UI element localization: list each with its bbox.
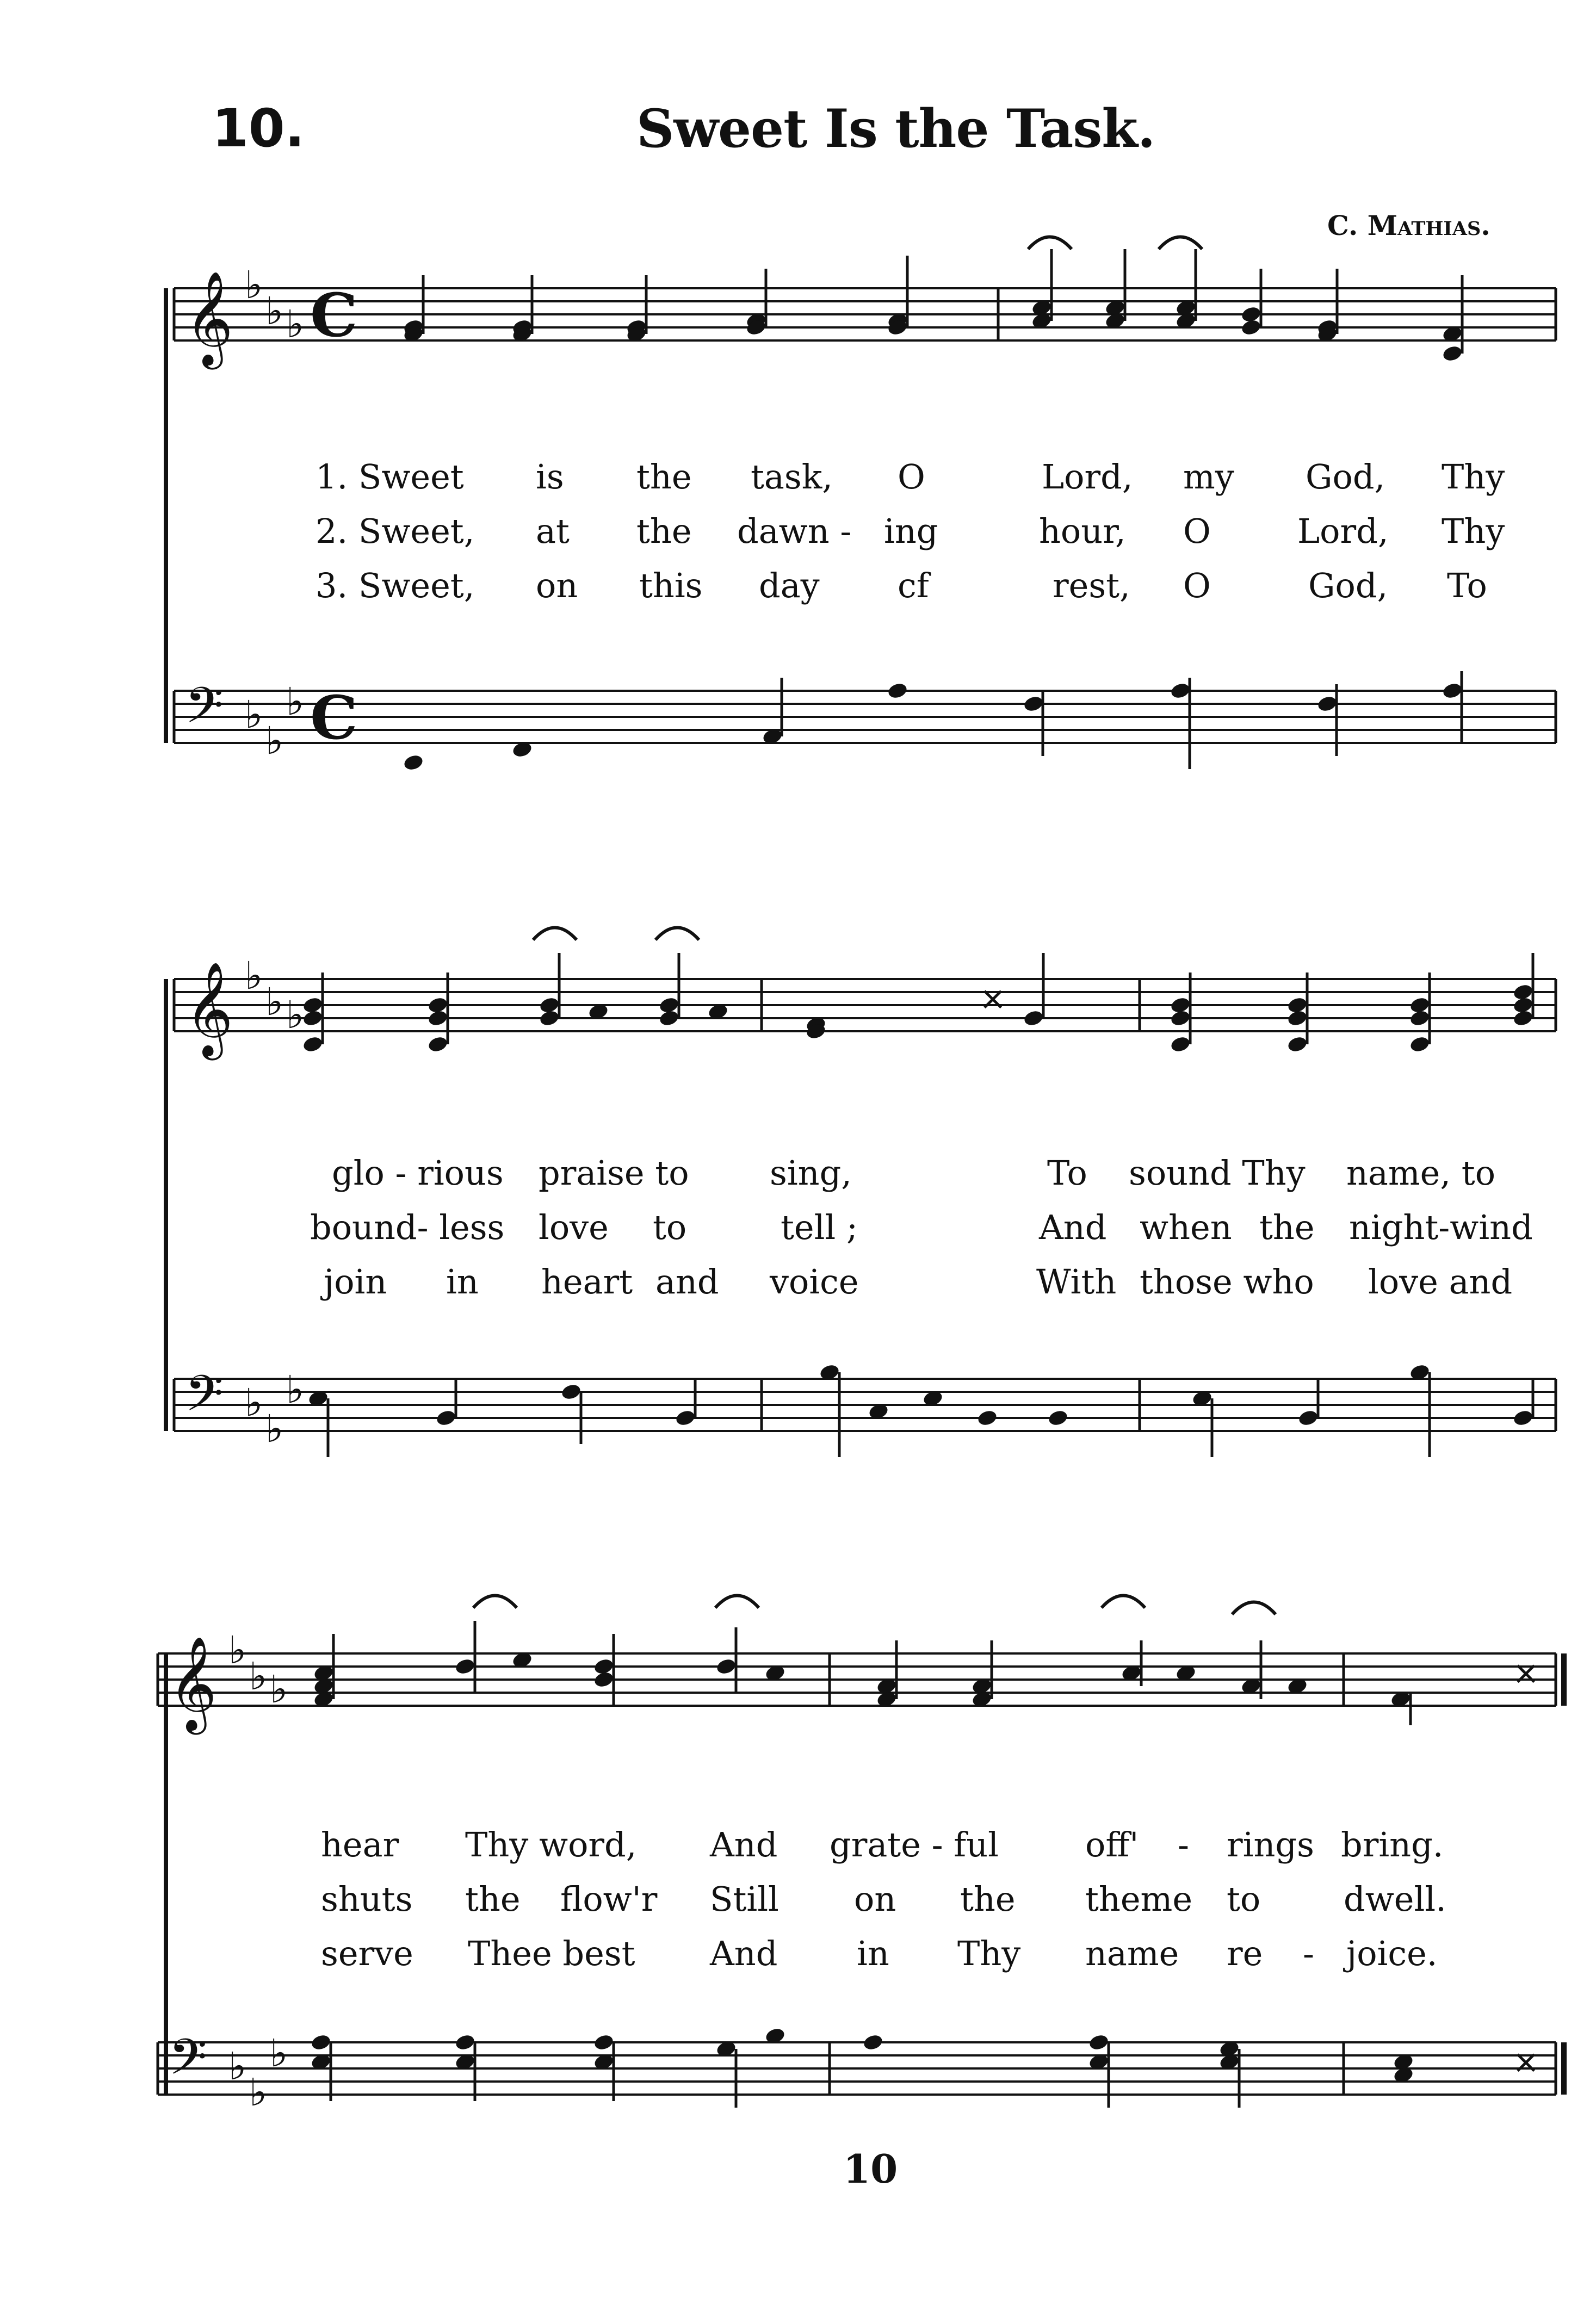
- lyric-word: Thy: [1442, 457, 1505, 497]
- flat-icon: ♭: [228, 1628, 247, 1673]
- lyric-word: the: [636, 457, 692, 497]
- notehead: [1170, 1009, 1191, 1027]
- lyric-word: when: [1140, 1207, 1232, 1247]
- notehead: [403, 753, 424, 772]
- composer-credit: C. Mathias.: [1327, 209, 1490, 241]
- lyric-word: the: [1259, 1207, 1315, 1247]
- slur: [473, 1596, 517, 1608]
- notehead: [976, 1409, 998, 1427]
- lyric-word: 3. Sweet,: [316, 566, 475, 605]
- flat-icon: ♭: [265, 1407, 284, 1451]
- lyric-word: Thy word,: [465, 1825, 637, 1865]
- slur: [533, 928, 577, 940]
- lyric-word: Still: [710, 1879, 779, 1919]
- lyric-word: 1. Sweet: [316, 457, 464, 497]
- flat-icon: ♭: [228, 2044, 247, 2089]
- lyric-word: re: [1227, 1934, 1263, 1973]
- notehead: [1409, 1035, 1431, 1054]
- lyric-word: dawn -: [737, 511, 852, 551]
- notehead: [560, 1383, 582, 1401]
- lyric-word: on: [854, 1879, 896, 1919]
- notehead: [302, 1035, 324, 1054]
- slur: [715, 1596, 759, 1608]
- lyric-word: sing,: [770, 1153, 852, 1193]
- lyric-word: grate - ful: [830, 1825, 999, 1865]
- lyric-word: To: [1447, 566, 1487, 605]
- lyric-word: night-wind: [1349, 1207, 1533, 1247]
- notehead: [1512, 1409, 1534, 1427]
- lyric-word: Thy: [957, 1934, 1021, 1973]
- lyric-word: those who: [1140, 1262, 1314, 1302]
- lyric-word: Lord,: [1297, 511, 1389, 551]
- lyric-word: Thee best: [468, 1934, 635, 1973]
- lyric-word: And: [710, 1825, 778, 1865]
- lyric-word: to: [1227, 1879, 1261, 1919]
- notehead: [1023, 1009, 1044, 1027]
- slur: [655, 928, 699, 940]
- slur: [1102, 1596, 1145, 1608]
- lyric-word: this: [639, 566, 703, 605]
- rest-icon: ×: [979, 980, 1007, 1018]
- lyric-word: voice: [770, 1262, 859, 1302]
- notehead: [1047, 1409, 1069, 1427]
- notehead: [862, 2033, 884, 2052]
- flat-icon: ♭: [286, 993, 305, 1037]
- lyric-word: God,: [1308, 566, 1388, 605]
- flat-icon: ♭: [270, 2031, 288, 2076]
- lyric-word: And: [1039, 1207, 1107, 1247]
- lyric-word: in: [857, 1934, 889, 1973]
- lyric-word: cf: [898, 566, 929, 605]
- lyric-word: hear: [321, 1825, 399, 1865]
- flat-icon: ♭: [245, 953, 263, 998]
- lyric-word: O: [898, 457, 925, 497]
- notehead: [887, 682, 908, 700]
- notehead: [302, 1009, 324, 1027]
- notehead: [675, 1409, 696, 1427]
- common-time-icon: C: [310, 683, 358, 753]
- notehead: [427, 1009, 449, 1027]
- notehead: [593, 1670, 615, 1689]
- lyric-word: in: [446, 1262, 479, 1302]
- lyric-word: on: [536, 566, 578, 605]
- lyric-word: bound- less: [310, 1207, 505, 1247]
- page-number: 10: [843, 2146, 898, 2192]
- notehead: [1286, 1035, 1308, 1054]
- lyric-word: rings: [1227, 1825, 1314, 1865]
- hymn-number: 10.: [212, 98, 305, 159]
- lyric-word: rest,: [1053, 566, 1130, 605]
- flat-icon: ♭: [270, 1667, 288, 1712]
- lyric-word: name: [1085, 1934, 1179, 1973]
- lyric-word: Lord,: [1042, 457, 1133, 497]
- flat-icon: ♭: [286, 1367, 305, 1412]
- notehead: [539, 1009, 560, 1027]
- flat-icon: ♭: [265, 289, 284, 333]
- lyric-word: my: [1183, 457, 1234, 497]
- lyric-word: flow'r: [560, 1879, 658, 1919]
- notehead: [1512, 1009, 1534, 1027]
- lyric-word: day: [759, 566, 820, 605]
- slur: [1232, 1602, 1276, 1615]
- common-time-icon: C: [310, 280, 358, 350]
- lyric-word: hour,: [1039, 511, 1126, 551]
- notehead: [1442, 682, 1463, 700]
- lyric-word: tell ;: [781, 1207, 858, 1247]
- bass-clef-icon: 𝄢: [185, 1365, 224, 1434]
- lyric-word: O: [1183, 511, 1211, 551]
- notehead: [454, 1657, 476, 1676]
- lyric-word: Thy: [1442, 511, 1505, 551]
- lyric-word: is: [536, 457, 564, 497]
- lyric-word: the: [636, 511, 692, 551]
- lyric-word: theme: [1085, 1879, 1193, 1919]
- notehead: [1023, 695, 1044, 713]
- slur: [1159, 237, 1202, 250]
- lyric-word: and: [655, 1262, 719, 1302]
- treble-clef-icon: 𝄞: [185, 271, 233, 366]
- lyric-word: join: [324, 1262, 387, 1302]
- lyric-word: bring.: [1341, 1825, 1444, 1865]
- lyric-word: And: [710, 1934, 778, 1973]
- lyric-word: sound Thy: [1129, 1153, 1306, 1193]
- notehead: [658, 1009, 680, 1027]
- notehead: [1170, 682, 1191, 700]
- flat-icon: ♭: [286, 679, 305, 724]
- flat-icon: ♭: [265, 980, 284, 1024]
- lyric-word: glo - rious: [332, 1153, 504, 1193]
- treble-clef-icon: 𝄞: [169, 1636, 217, 1731]
- flat-icon: ♭: [249, 1654, 268, 1699]
- lyric-word: To: [1047, 1153, 1087, 1193]
- lyric-word: heart: [541, 1262, 633, 1302]
- bass-clef-icon: 𝄢: [169, 2028, 207, 2098]
- lyric-word: ing: [884, 511, 938, 551]
- flat-icon: ♭: [245, 1380, 263, 1425]
- lyric-word: love: [539, 1207, 609, 1247]
- notehead: [715, 1657, 737, 1676]
- bass-clef-icon: 𝄢: [185, 677, 224, 746]
- lyric-word: off': [1085, 1825, 1139, 1865]
- treble-clef-icon: 𝄞: [185, 962, 233, 1056]
- lyric-word: -: [1303, 1934, 1314, 1973]
- notehead: [435, 1409, 457, 1427]
- lyric-word: O: [1183, 566, 1211, 605]
- lyric-word: to: [653, 1207, 687, 1247]
- lyric-word: With: [1036, 1262, 1117, 1302]
- lyric-word: dwell.: [1344, 1879, 1446, 1919]
- notehead: [1170, 1035, 1191, 1054]
- flat-icon: ♭: [249, 2070, 268, 2115]
- lyric-word: love and: [1368, 1262, 1513, 1302]
- hymn-title: Sweet Is the Task.: [636, 98, 1155, 159]
- notehead: [427, 1035, 449, 1054]
- lyric-word: God,: [1306, 457, 1385, 497]
- notehead: [1240, 318, 1262, 337]
- notehead: [1409, 1009, 1431, 1027]
- notehead: [1286, 1009, 1308, 1027]
- rest-icon: ×: [1512, 2043, 1540, 2081]
- lyric-word: name, to: [1346, 1153, 1496, 1193]
- lyric-word: the: [465, 1879, 521, 1919]
- notehead: [1316, 695, 1338, 713]
- lyric-word: joice.: [1346, 1934, 1438, 1973]
- lyric-word: at: [536, 511, 570, 551]
- notehead: [454, 2033, 476, 2052]
- flat-icon: ♭: [245, 692, 263, 737]
- lyric-word: shuts: [321, 1879, 413, 1919]
- flat-icon: ♭: [286, 302, 305, 346]
- notehead: [1088, 2033, 1110, 2052]
- lyric-word: task,: [751, 457, 833, 497]
- flat-icon: ♭: [265, 718, 284, 763]
- notehead: [1442, 344, 1463, 363]
- lyric-word: -: [1178, 1825, 1189, 1865]
- notehead: [310, 2033, 332, 2052]
- slur: [1028, 237, 1072, 250]
- flat-icon: ♭: [245, 263, 263, 307]
- rest-icon: ×: [1512, 1654, 1540, 1692]
- lyric-word: praise to: [539, 1153, 689, 1193]
- lyric-word: the: [960, 1879, 1016, 1919]
- notehead: [1297, 1409, 1319, 1427]
- lyric-word: 2. Sweet,: [316, 511, 475, 551]
- lyric-word: serve: [321, 1934, 413, 1973]
- notehead: [593, 2033, 615, 2052]
